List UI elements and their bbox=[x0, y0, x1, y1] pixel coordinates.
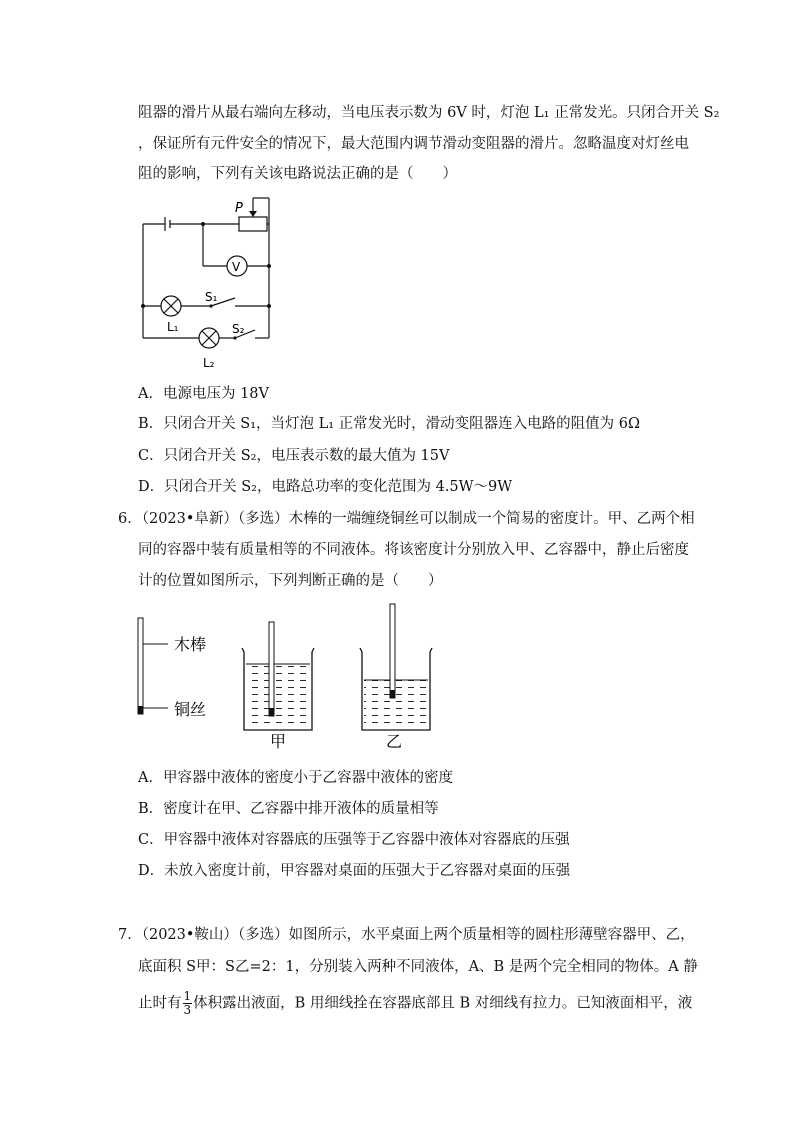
q6-option-a: A．甲容器中液体的密度小于乙容器中液体的密度 bbox=[138, 770, 453, 786]
label-v: V bbox=[232, 260, 241, 274]
q6-text-line-3: 计的位置如图所示，下列判断正确的是（ ） bbox=[138, 573, 443, 589]
q6-text-line-2: 同的容器中装有质量相等的不同液体。将该密度计分别放入甲、乙容器中，静止后密度 bbox=[138, 542, 689, 558]
hydrometer-jia bbox=[269, 622, 274, 716]
circuit-diagram bbox=[135, 192, 285, 376]
q7-line3-end: 体积露出液面，B 用细线拴在容器底部且 B 对细线有拉力。已知液面相平，液 bbox=[193, 995, 693, 1012]
label-wood: 木棒 bbox=[174, 635, 207, 654]
q6-option-d: D．未放入密度计前，甲容器对桌面的压强大于乙容器对桌面的压强 bbox=[138, 863, 571, 879]
q5-option-c: C．只闭合开关 S₂，电压表示数的最大值为 15V bbox=[138, 448, 450, 464]
q6-option-b: B．密度计在甲、乙容器中排开液体的质量相等 bbox=[138, 801, 439, 817]
label-copper: 铜丝 bbox=[174, 700, 207, 719]
label-l1: L₁ bbox=[167, 320, 179, 334]
hydrometer-figure bbox=[130, 600, 440, 750]
liquid-yi bbox=[364, 680, 428, 728]
q5-text-line-3: 阻的影响，下列有关该电路说法正确的是（ ） bbox=[138, 166, 457, 182]
hydrometer-stick bbox=[138, 618, 143, 714]
copper-wire bbox=[138, 706, 143, 714]
q6-option-c: C．甲容器中液体对容器底的压强等于乙容器中液体对容器底的压强 bbox=[138, 832, 570, 848]
q7-text-line-2: 底面积 S甲：S乙=2：1，分别装入两种不同液体，A、B 是两个完全相同的物体。A 静 bbox=[138, 959, 698, 975]
q7-line3-start: 止时有 bbox=[138, 995, 182, 1012]
hydrometer-yi bbox=[390, 604, 395, 698]
q5-text-line-1: 阻器的滑片从最右端向左移动，当电压表示数为 6V 时，灯泡 L₁ 正常发光。只闭合开关 S₂ bbox=[138, 105, 720, 121]
label-l2: L₂ bbox=[203, 356, 215, 370]
label-s1: S₁ bbox=[205, 290, 218, 304]
fraction-denominator: 3 bbox=[183, 1003, 192, 1017]
fraction-numerator: 1 bbox=[183, 989, 192, 1003]
q6-text-line-1: 6．（2023•阜新）（多选）木棒的一端缠绕铜丝可以制成一个简易的密度计。甲、乙两个相 bbox=[118, 511, 695, 527]
q5-option-b: B．只闭合开关 S₁，当灯泡 L₁ 正常发光时，滑动变阻器连入电路的阻值为 6Ω bbox=[138, 416, 641, 432]
label-s2: S₂ bbox=[232, 322, 245, 336]
label-jia: 甲 bbox=[270, 732, 287, 750]
label-yi: 乙 bbox=[386, 732, 403, 750]
q5-text-line-2: ，保证所有元件安全的情况下，最大范围内调节滑动变阻器的滑片。忽略温度对灯丝电 bbox=[138, 136, 689, 152]
liquid-jia bbox=[246, 664, 310, 728]
fraction-one-third bbox=[183, 990, 193, 1017]
q7-text-line-1: 7．（2023•鞍山）（多选）如图所示，水平桌面上两个质量相等的圆柱形薄壁容器甲、乙， bbox=[118, 927, 695, 943]
slider-arrow bbox=[249, 211, 257, 217]
q5-option-a: A．电源电压为 18V bbox=[138, 386, 270, 402]
q5-option-d: D．只闭合开关 S₂，电路总功率的变化范围为 4.5W～9W bbox=[138, 479, 513, 495]
rheostat bbox=[239, 217, 267, 231]
label-p: P bbox=[235, 201, 243, 216]
q7-text-line-3 bbox=[138, 990, 692, 1017]
